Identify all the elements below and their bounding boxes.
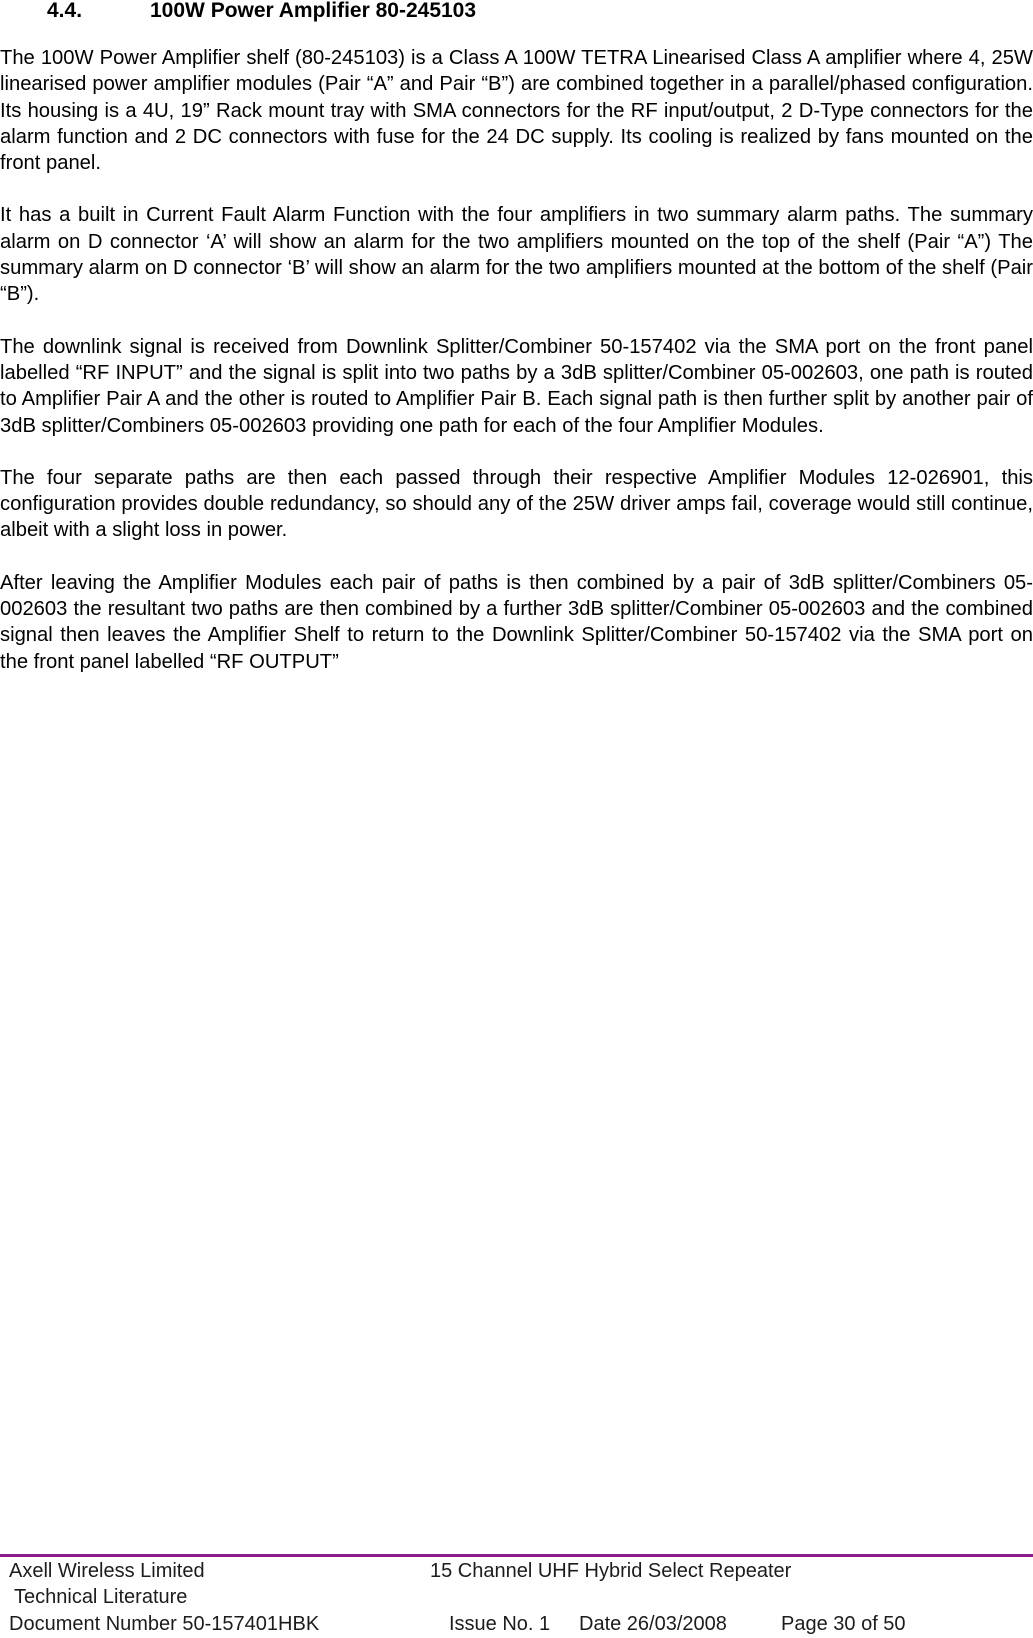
paragraph-amplifier-paths: The four separate paths are then each passed through their respective Amplifier Modules 12-026901, this configuration provides double redundancy, so should any of the 25W driver amps fail, coverage would still continue, albeit with a slight loss in power.: [0, 466, 1033, 542]
footer-divider: [0, 1554, 1033, 1557]
footer-page-number: Page 30 of 50: [781, 1613, 906, 1635]
paragraph-overview: The 100W Power Amplifier shelf (80-245103) is a Class A 100W TETRA Linearised Class A amplifier where 4, 25W linearised power amplifier modules (Pair “A” and Pair “B”) are combined together in a parallel/phased configuration. Its housing is a 4U, 19” Rack mount tray with SMA connectors for the RF input/output, 2 D-Type connectors for the alarm function and 2 DC connectors with fuse for the 24 DC supply. Its cooling is realized by fans mounted on the front panel.: [0, 47, 1033, 175]
section-title: 100W Power Amplifier 80-245103: [150, 0, 477, 22]
footer-literature: Technical Literature: [14, 1586, 188, 1608]
footer-company: Axell Wireless Limited: [9, 1560, 205, 1582]
paragraph-alarm-function: It has a built in Current Fault Alarm Function with the four amplifiers in two summary alarm paths. The summary alarm on D connector ‘A’ will show an alarm for the two amplifiers mounted on the top of the shelf (Pair “A”) The summary alarm on D connector ‘B’ will show an alarm for the two amplifiers mounted at the bottom of the shelf (Pair “B”).: [0, 204, 1033, 306]
footer-document-number: Document Number 50-157401HBK: [9, 1613, 320, 1635]
paragraph-combining: After leaving the Amplifier Modules each pair of paths is then combined by a pair of 3dB splitter/Combiners 05-002603 the resultant two paths are then combined by a further 3dB splitter/Combiner 05-002603 and the combined signal then leaves the Amplifier Shelf to return to the Downlink Splitter/Combiner 50-157402 via the SMA port on the front panel labelled “RF OUTPUT”: [0, 571, 1033, 673]
paragraph-downlink-signal: The downlink signal is received from Downlink Splitter/Combiner 50-157402 via the SMA port on the front panel labelled “RF INPUT” and the signal is split into two paths by a 3dB splitter/Combiner 05-002603, one path is routed to Amplifier Pair A and the other is routed to Amplifier Pair B. Each signal path is then further split by another pair of 3dB splitter/Combiners 05-002603 providing one path for each of the four Amplifier Modules.: [0, 335, 1033, 437]
section-heading: [47, 0, 476, 23]
body-text: [0, 45, 1033, 701]
section-number: 4.4.: [47, 0, 83, 22]
footer-product: 15 Channel UHF Hybrid Select Repeater: [430, 1560, 792, 1582]
footer-date: Date 26/03/2008: [579, 1613, 727, 1635]
footer-issue: Issue No. 1: [449, 1613, 551, 1635]
